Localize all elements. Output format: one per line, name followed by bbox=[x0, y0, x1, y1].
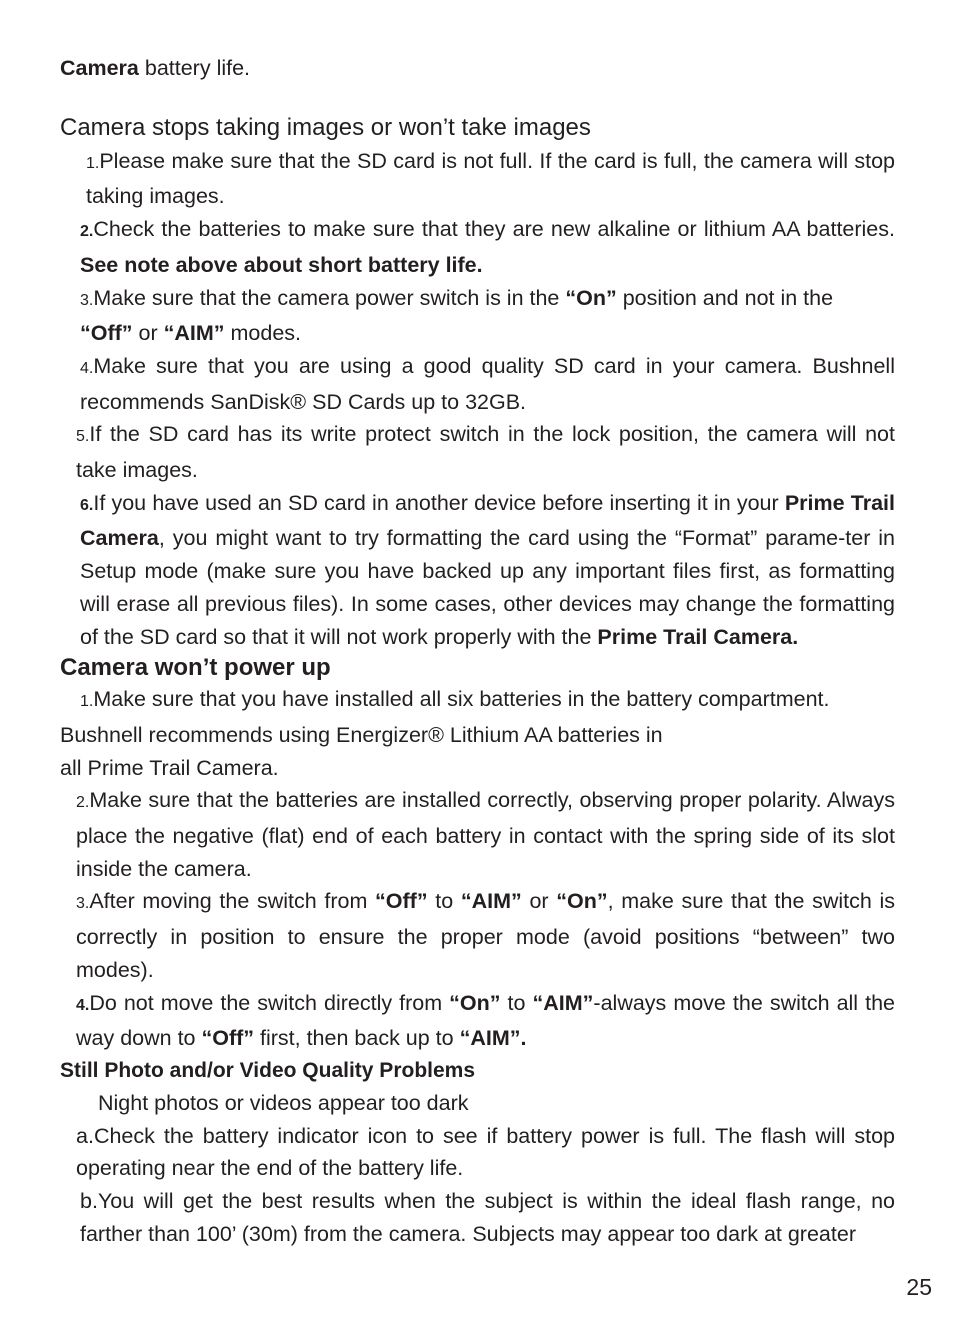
manual-page bbox=[60, 52, 895, 1251]
list-item: 2.Check the batteries to make sure that they are new alkaline or lithium AA batteries. See note above about short battery life. bbox=[80, 217, 895, 277]
list-item: 3.After moving the switch from “Off” to “AIM” or “On”, make sure that the switch is correctly in position to ensure the proper mode (avoid positions “between” two modes). bbox=[76, 889, 896, 982]
list-item: 4.Do not move the switch directly from “On” to “AIM”-always move the switch all the way down to “Off” first, then back up to “AIM”. bbox=[76, 990, 895, 1051]
subheading-night-photos: Night photos or videos appear too dark bbox=[98, 1090, 469, 1115]
section-heading-wont-power-up: Camera won’t power up bbox=[60, 654, 331, 682]
list-item: 4.Make sure that you are using a good quality SD card in your camera. Bushnell recommends SanDisk® SD Cards up to 32GB. bbox=[80, 353, 895, 414]
intro-line: Camera battery life. bbox=[60, 56, 251, 80]
list-item: 5.If the SD card has its write protect switch in the lock position, the camera will not take images. bbox=[76, 422, 895, 483]
list-item: 3.Make sure that the camera power switch is in the “On” position and not in the “Off” or “AIM” modes. bbox=[80, 285, 834, 346]
list-item: 1.Make sure that you have installed all six batteries in the battery compartment. Bushnell recommends using Energizer® Lithium AA batteries in all Prime Trail Camera. bbox=[60, 687, 830, 780]
section-heading-stops-taking-images: Camera stops taking images or won’t take images bbox=[60, 113, 591, 141]
list-item: 2.Make sure that the batteries are installed correctly, observing proper polarity. Always place the negative (flat) end of each battery in contact with the spring side of its slot inside the camera. bbox=[76, 788, 895, 881]
section-heading-quality-problems: Still Photo and/or Video Quality Problems bbox=[60, 1058, 476, 1082]
list-item: 1.Please make sure that the SD card is not full. If the card is full, the camera will stop taking images. bbox=[86, 148, 895, 209]
list-item: a.Check the battery indicator icon to see if battery power is full. The flash will stop operating near the end of the battery life. bbox=[76, 1123, 895, 1181]
list-item: 6.If you have used an SD card in another device before inserting it in your Prime Trail Camera, you might want to try formatting the card using the “Format” parame-ter in Setup mode (make sure you have backed up any important files first, as formatting will erase all previous files). In some cases, other devices may change the formatting of the SD card so that it will not work properly with the Prime Trail Camera. bbox=[80, 490, 895, 649]
list-item: b.You will get the best results when the subject is within the ideal flash range, no farther than 100’ (30m) from the camera. Subjects may appear too dark at greater bbox=[80, 1189, 895, 1246]
page-number: 25 bbox=[906, 1274, 932, 1300]
